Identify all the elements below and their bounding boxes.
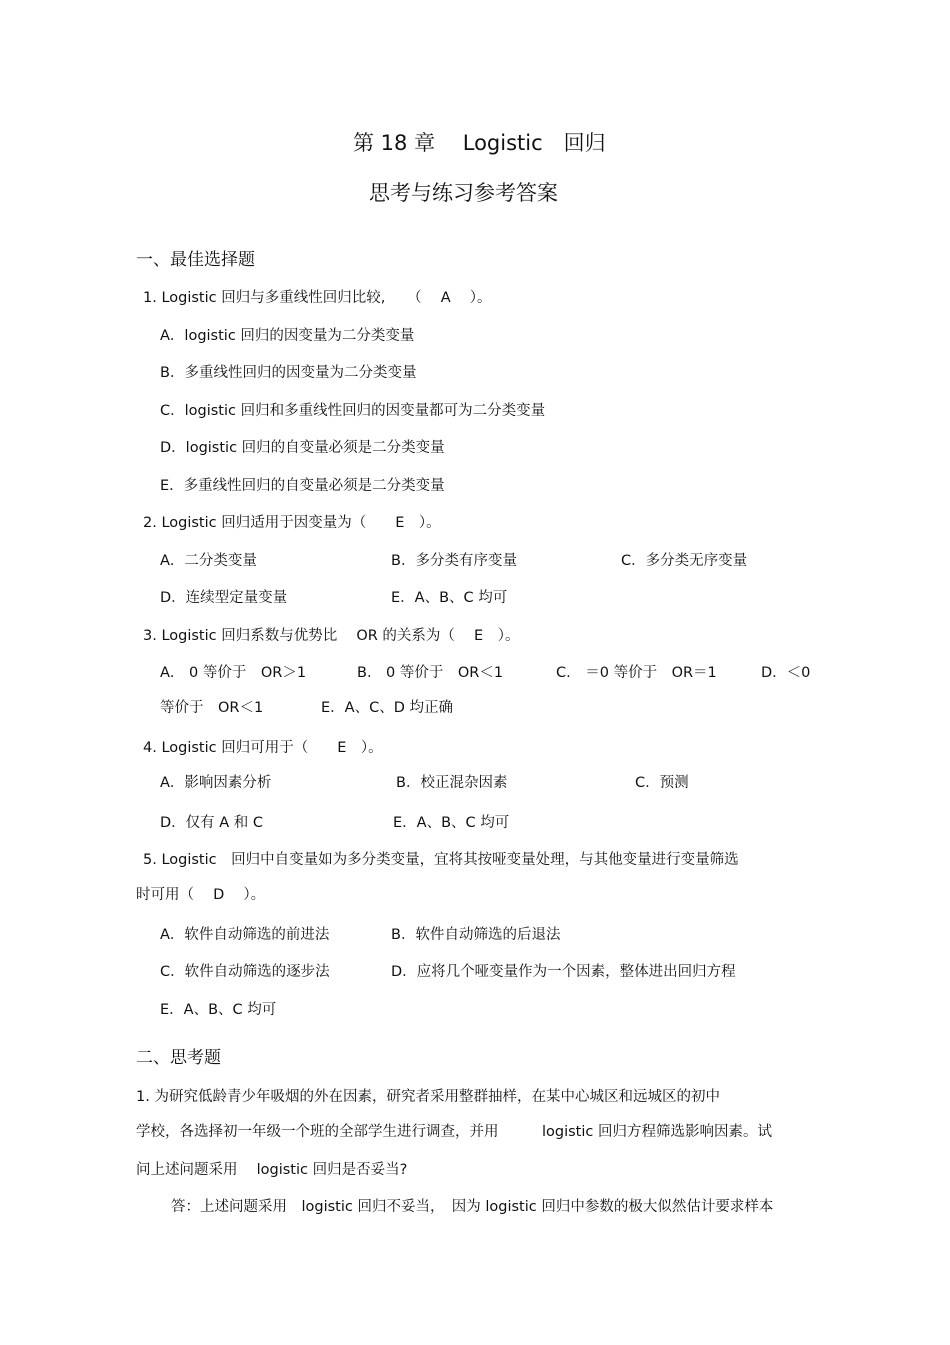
discussion-answer-1: 答：上述问题采用 logistic 回归不妥当， 因为 logistic 回归中参数的极大似然估计要求样本: [171, 1199, 774, 1215]
question-4-stem: 4. Logistic 回归可用于（ E ）。: [143, 740, 383, 756]
question-3-stem: 3. Logistic 回归系数与优势比 OR 的关系为（ E ）。: [143, 628, 520, 644]
question-4-option-e: E．A、B、C 均可: [393, 815, 510, 831]
discussion-question-1-line-1: 1. 为研究低龄青少年吸烟的外在因素，研究者采用整群抽样，在某中心城区和远城区的初中: [136, 1089, 720, 1105]
question-5-stem-line-1: 5. Logistic 回归中自变量如为多分类变量，宜将其按哑变量处理，与其他变量进行变量筛选: [143, 852, 739, 868]
question-5-option-b: B．软件自动筛选的后退法: [391, 927, 561, 943]
question-5-option-c: C．软件自动筛选的逐步法: [160, 964, 330, 980]
chapter-subtitle: 思考与练习参考答案: [369, 181, 558, 205]
question-3-option-b: B． 0 等价于 OR＜1: [357, 665, 504, 681]
chapter-title: 第 18 章 Logistic 回归: [353, 131, 606, 155]
discussion-question-1-line-3: 问上述问题采用 logistic 回归是否妥当?: [136, 1162, 408, 1178]
question-1-option-b: B．多重线性回归的因变量为二分类变量: [160, 365, 417, 381]
question-4-option-b: B．校正混杂因素: [396, 775, 508, 791]
question-4-option-a: A．影响因素分析: [160, 775, 272, 791]
question-2-stem: 2. Logistic 回归适用于因变量为（ E ）。: [143, 515, 441, 531]
question-5-option-e: E．A、B、C 均可: [160, 1002, 277, 1018]
question-4-option-d: D．仅有 A 和 C: [160, 815, 264, 831]
question-2-option-a: A．二分类变量: [160, 553, 257, 569]
question-2-option-c: C．多分类无序变量: [621, 553, 748, 569]
question-3-option-e: E．A、C、D 均正确: [321, 700, 453, 716]
question-3-option-d-start: D．＜0: [761, 665, 811, 681]
question-1-stem: 1. Logistic 回归与多重线性回归比较, （ A ）。: [143, 290, 492, 306]
question-5-option-d: D．应将几个哑变量作为一个因素，整体进出回归方程: [391, 964, 736, 980]
question-1-option-e: E．多重线性回归的自变量必须是二分类变量: [160, 478, 445, 494]
section-heading-multiple-choice: 一、最佳选择题: [136, 250, 255, 270]
question-4-option-c: C．预测: [635, 775, 689, 791]
question-5-stem-line-2: 时可用（ D ）。: [136, 887, 266, 903]
question-1-option-d: D．logistic 回归的自变量必须是二分类变量: [160, 440, 445, 456]
question-5-option-a: A．软件自动筛选的前进法: [160, 927, 330, 943]
question-2-option-b: B．多分类有序变量: [391, 553, 517, 569]
question-3-option-a: A． 0 等价于 OR＞1: [160, 665, 307, 681]
question-3-option-d-end: 等价于 OR＜1: [160, 700, 264, 716]
question-2-option-e: E．A、B、C 均可: [391, 590, 508, 606]
question-1-option-a: A．logistic 回归的因变量为二分类变量: [160, 328, 415, 344]
question-2-option-d: D．连续型定量变量: [160, 590, 288, 606]
question-1-option-c: C．logistic 回归和多重线性回归的因变量都可为二分类变量: [160, 403, 546, 419]
question-3-option-c: C. ＝0 等价于 OR＝1: [556, 665, 717, 681]
section-heading-discussion: 二、思考题: [136, 1048, 221, 1068]
discussion-question-1-line-2: 学校，各选择初一年级一个班的全部学生进行调查，并用 logistic 回归方程筛选影响因素。试: [136, 1124, 772, 1140]
